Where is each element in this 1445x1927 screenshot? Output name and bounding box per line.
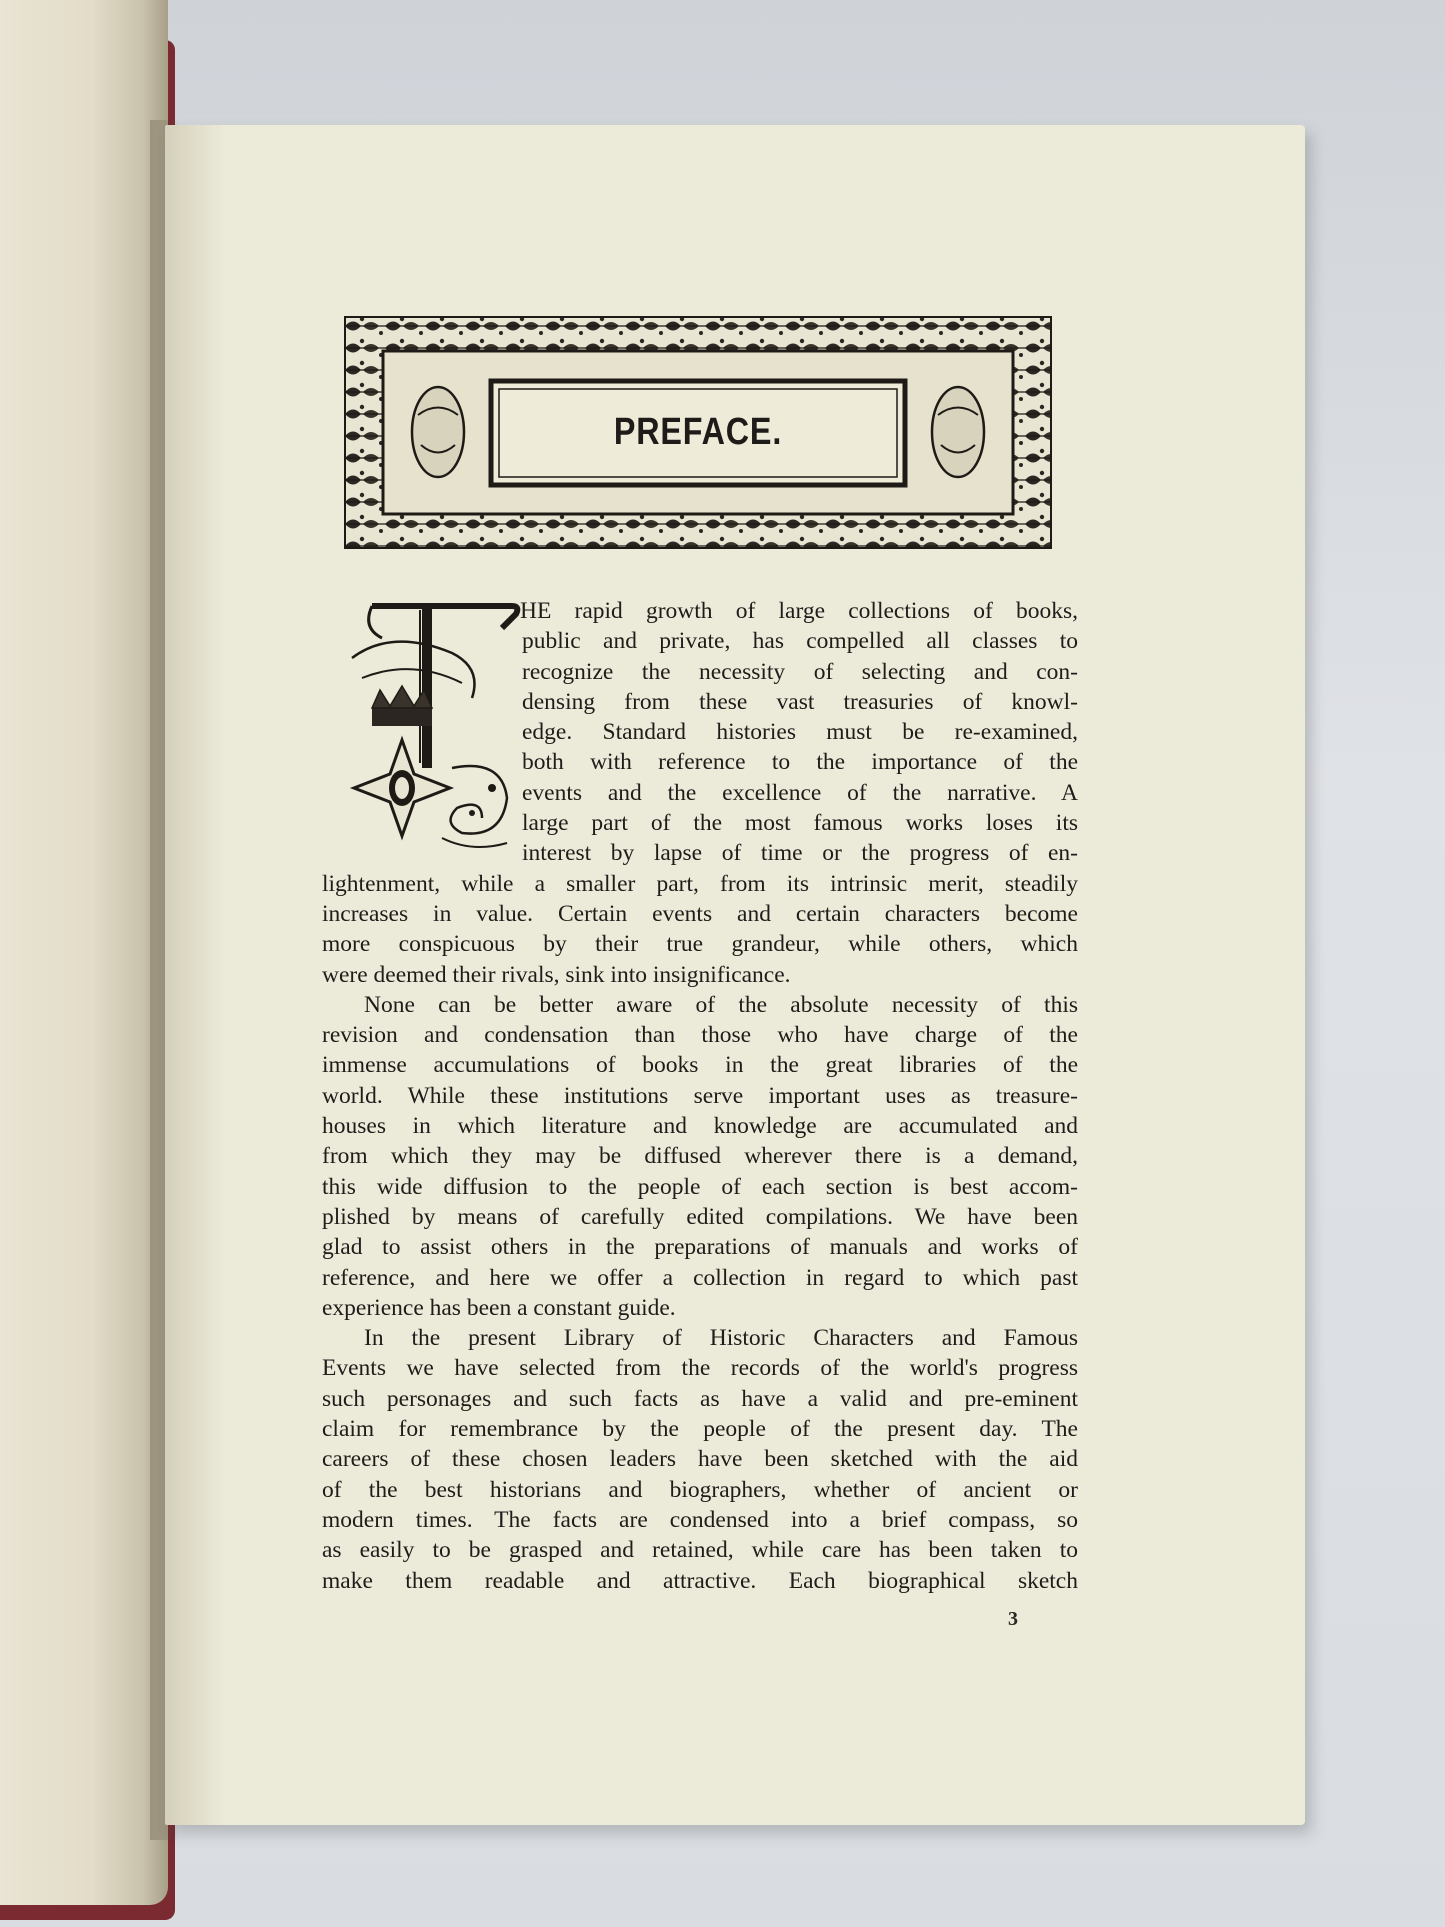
text-line: such personages and such facts as have a valid and pre-eminent — [322, 1385, 1078, 1412]
text-line: recognize the necessity of selecting and con- — [522, 658, 1078, 685]
text-line: experience has been a constant guide. — [322, 1294, 676, 1321]
text-line: Events we have selected from the records of the world's progress — [322, 1355, 1078, 1382]
heading-frame — [343, 315, 1053, 550]
left-page — [0, 0, 168, 1905]
text-line: reference, and here we offer a collection in regard to which past — [322, 1264, 1078, 1291]
text-line: In the present Library of Historic Characters and Famous — [364, 1325, 1078, 1352]
text-line: were deemed their rivals, sink into insignificance. — [322, 961, 791, 988]
text-line: modern times. The facts are condensed into a brief compass, so — [322, 1506, 1078, 1533]
text-line: densing from these vast treasuries of knowl- — [522, 688, 1078, 715]
text-line: this wide diffusion to the people of each section is best accom- — [322, 1173, 1078, 1200]
text-line: plished by means of carefully edited compilations. We have been — [322, 1203, 1078, 1230]
text-line: immense accumulations of books in the great libraries of the — [322, 1052, 1078, 1079]
text-line: from which they may be diffused wherever there is a demand, — [322, 1143, 1078, 1170]
text-line: careers of these chosen leaders have been sketched with the aid — [322, 1446, 1078, 1473]
text-line: world. While these institutions serve important uses as treasure- — [322, 1082, 1078, 1109]
text-line: houses in which literature and knowledge are accumulated and — [322, 1113, 1078, 1140]
text-line: edge. Standard histories must be re-examined, — [522, 719, 1078, 746]
text-line: interest by lapse of time or the progress of en- — [522, 840, 1078, 867]
page-title: PREFACE. — [613, 411, 783, 453]
text-line: public and private, has compelled all classes to — [522, 628, 1078, 655]
text-line: as easily to be grasped and retained, while care has been taken to — [322, 1537, 1078, 1564]
text-line: large part of the most famous works loses its — [522, 810, 1078, 837]
text-line: claim for remembrance by the people of the present day. The — [322, 1416, 1078, 1443]
preface-text — [322, 596, 1078, 1596]
text-line: both with reference to the importance of the — [522, 749, 1078, 776]
text-line: increases in value. Certain events and certain characters become — [322, 900, 1078, 927]
text-line: None can be better aware of the absolute necessity of this — [364, 991, 1078, 1018]
text-line: lightenment, while a smaller part, from its intrinsic merit, steadily — [322, 870, 1078, 897]
page-shade — [165, 125, 225, 1825]
text-line: of the best historians and biographers, whether of ancient or — [322, 1476, 1078, 1503]
text-line: HE rapid growth of large collections of books, — [520, 598, 1078, 624]
text-line: make them readable and attractive. Each biographical sketch — [322, 1567, 1078, 1594]
text-line: glad to assist others in the preparations of manuals and works of — [322, 1234, 1078, 1261]
text-line: revision and condensation than those who have charge of the — [322, 1022, 1078, 1049]
text-line: events and the excellence of the narrative. A — [522, 779, 1078, 806]
page-number: 3 — [1008, 1608, 1018, 1630]
text-line: more conspicuous by their true grandeur, while others, which — [322, 931, 1078, 958]
